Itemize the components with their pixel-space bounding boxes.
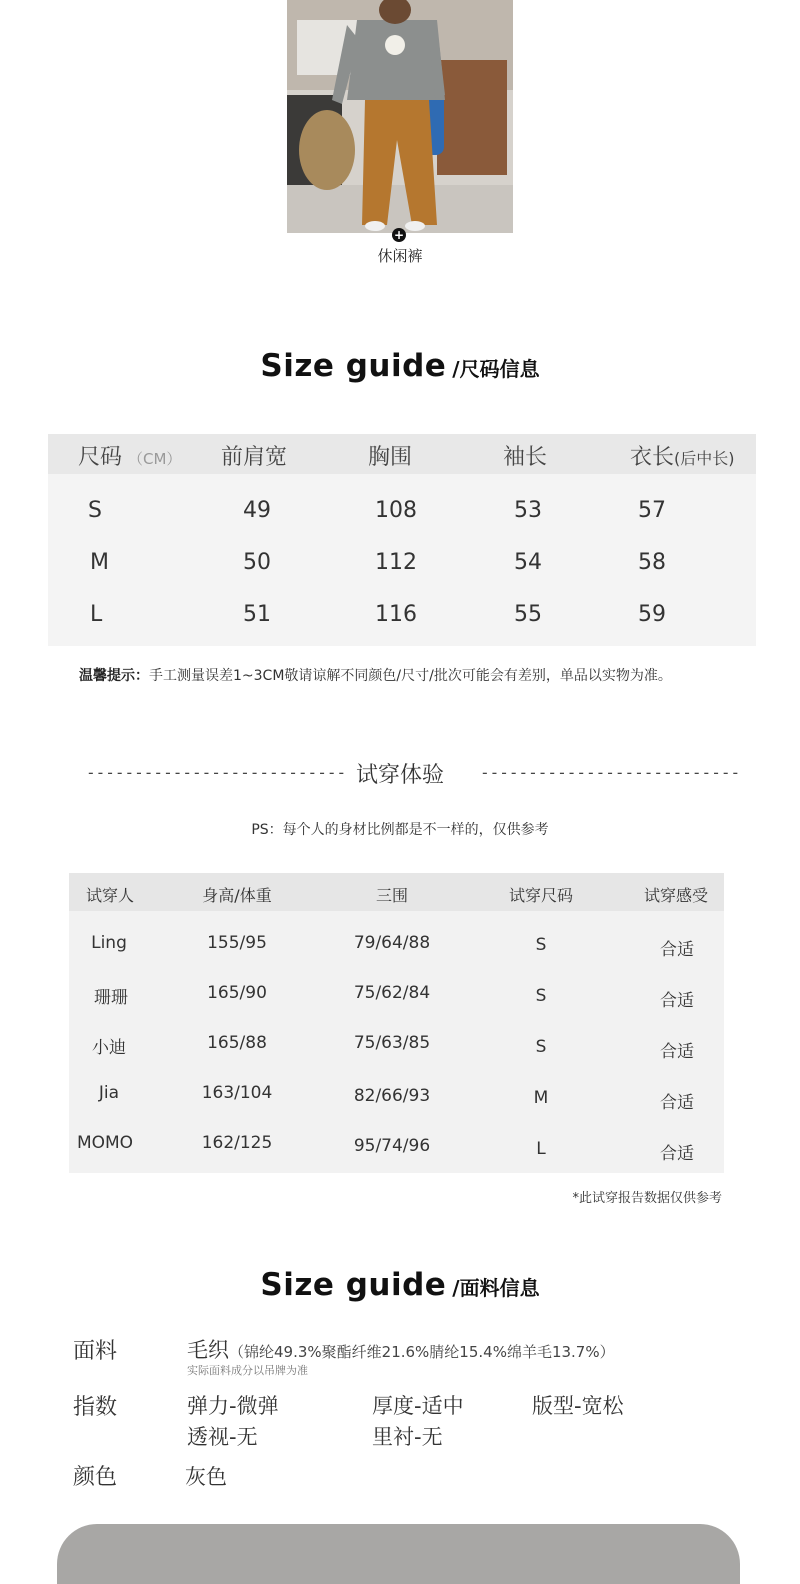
col-length-note: (后中长) — [674, 449, 735, 468]
size-row-m-length: 58 — [638, 550, 666, 575]
size-row-s-size: S — [88, 498, 102, 523]
tryon-row-5-hw: 162/125 — [201, 1133, 273, 1153]
size-row-s-length: 57 — [638, 498, 666, 523]
tryon-row-2-feel: 合适 — [660, 991, 694, 1011]
tryon-row-4-feel: 合适 — [660, 1093, 694, 1113]
size-row-l-sleeve: 55 — [514, 602, 542, 627]
size-row-m-sleeve: 54 — [514, 550, 542, 575]
tryon-col-measurements: 三围 — [375, 886, 409, 905]
tryon-col-size: 试穿尺码 — [508, 886, 574, 905]
size-table — [48, 434, 756, 646]
color-value: 灰色 — [185, 1465, 227, 1489]
tryon-row-3-person: 小迪 — [92, 1038, 126, 1058]
col-chest: 胸围 — [368, 445, 413, 470]
tryon-row-3-hw: 165/88 — [207, 1033, 267, 1053]
col-size: 尺码 （CM） — [78, 445, 182, 470]
tryon-row-1-feel: 合适 — [660, 940, 694, 960]
col-sleeve: 袖长 — [503, 445, 548, 470]
tryon-row-3-meas: 75/63/85 — [353, 1033, 431, 1053]
size-row-s-sleeve: 53 — [514, 498, 542, 523]
fabric-photo — [57, 1524, 740, 1584]
tryon-col-height-weight: 身高/体重 — [202, 886, 272, 905]
material-label: 面料 — [73, 1339, 118, 1364]
material-value: 毛织（锦纶49.3%聚酯纤维21.6%腈纶15.4%绵羊毛13.7%） — [187, 1338, 615, 1362]
tryon-row-3-feel: 合适 — [660, 1042, 694, 1062]
tryon-row-4-size: M — [533, 1088, 549, 1108]
fabric-guide-heading: Size guide — [260, 1267, 447, 1303]
material-note: 实际面料成分以吊牌为准 — [187, 1364, 308, 1377]
size-guide-heading: Size guide — [260, 348, 447, 384]
tryon-row-4-hw: 163/104 — [201, 1083, 273, 1103]
size-guide-title — [0, 348, 800, 384]
divider-right: --------------------------- — [480, 763, 741, 782]
product-caption: 休闲裤 — [377, 247, 423, 265]
tip-text: 手工测量误差1~3CM敬请谅解不同颜色/尺寸/批次可能会有差别，单品以实物为准。 — [149, 668, 672, 684]
size-row-l-chest: 116 — [375, 602, 417, 627]
divider-left: --------------------------- — [86, 763, 347, 782]
tryon-row-5-feel: 合适 — [660, 1144, 694, 1164]
tryon-row-2-hw: 165/90 — [207, 983, 267, 1003]
tryon-ps: PS：每个人的身材比例都是不一样的，仅供参考 — [251, 822, 549, 838]
tryon-row-2-meas: 75/62/84 — [353, 983, 431, 1003]
size-row-m-chest: 112 — [375, 550, 417, 575]
size-row-l-length: 59 — [638, 602, 666, 627]
material-detail: （锦纶49.3%聚酯纤维21.6%腈纶15.4%绵羊毛13.7%） — [229, 1343, 615, 1361]
size-row-m-shoulder: 50 — [243, 550, 271, 575]
col-size-unit: （CM） — [128, 450, 182, 468]
size-row-l-size: L — [90, 602, 103, 627]
sheer-value: 透视-无 — [187, 1425, 258, 1449]
fabric-guide-title — [0, 1267, 800, 1303]
tryon-row-1-size: S — [535, 935, 547, 955]
tryon-row-5-size: L — [536, 1139, 546, 1159]
thickness-value: 厚度-适中 — [372, 1394, 464, 1418]
col-length: 衣长(后中长) — [630, 445, 735, 470]
tryon-row-1-meas: 79/64/88 — [353, 933, 431, 953]
size-row-s-chest: 108 — [375, 498, 417, 523]
size-guide-subtitle: /尺码信息 — [452, 357, 540, 381]
fabric-guide-subtitle: /面料信息 — [452, 1276, 540, 1300]
tryon-row-3-size: S — [535, 1037, 547, 1057]
tryon-row-4-meas: 82/66/93 — [353, 1086, 431, 1106]
plus-circle-icon[interactable]: + — [393, 228, 405, 242]
tip-label: 温馨提示： — [79, 668, 149, 684]
tryon-row-2-size: S — [535, 986, 547, 1006]
size-row-s-shoulder: 49 — [243, 498, 271, 523]
tryon-row-4-person: Jia — [98, 1083, 120, 1103]
tryon-row-1-hw: 155/95 — [207, 933, 267, 953]
size-row-l-shoulder: 51 — [243, 602, 271, 627]
stretch-value: 弹力-微弹 — [187, 1394, 279, 1418]
measurement-tip — [79, 665, 672, 685]
product-photo — [287, 0, 513, 233]
tryon-col-feel: 试穿感受 — [643, 886, 709, 905]
lining-value: 里衬-无 — [372, 1425, 443, 1449]
size-row-m-size: M — [90, 550, 109, 575]
color-label: 颜色 — [73, 1465, 118, 1490]
tryon-table — [69, 873, 724, 1173]
tryon-note: *此试穿报告数据仅供参考 — [572, 1191, 722, 1206]
tryon-row-2-person: 珊珊 — [94, 988, 128, 1008]
index-label: 指数 — [73, 1395, 118, 1420]
fit-value: 版型-宽松 — [532, 1394, 624, 1418]
tryon-row-5-meas: 95/74/96 — [353, 1136, 431, 1156]
tryon-row-5-person: MOMO — [76, 1133, 134, 1153]
tryon-row-1-person: Ling — [91, 933, 127, 953]
tryon-title: 试穿体验 — [355, 763, 444, 788]
col-shoulder: 前肩宽 — [221, 445, 288, 470]
tryon-col-person: 试穿人 — [85, 886, 135, 905]
